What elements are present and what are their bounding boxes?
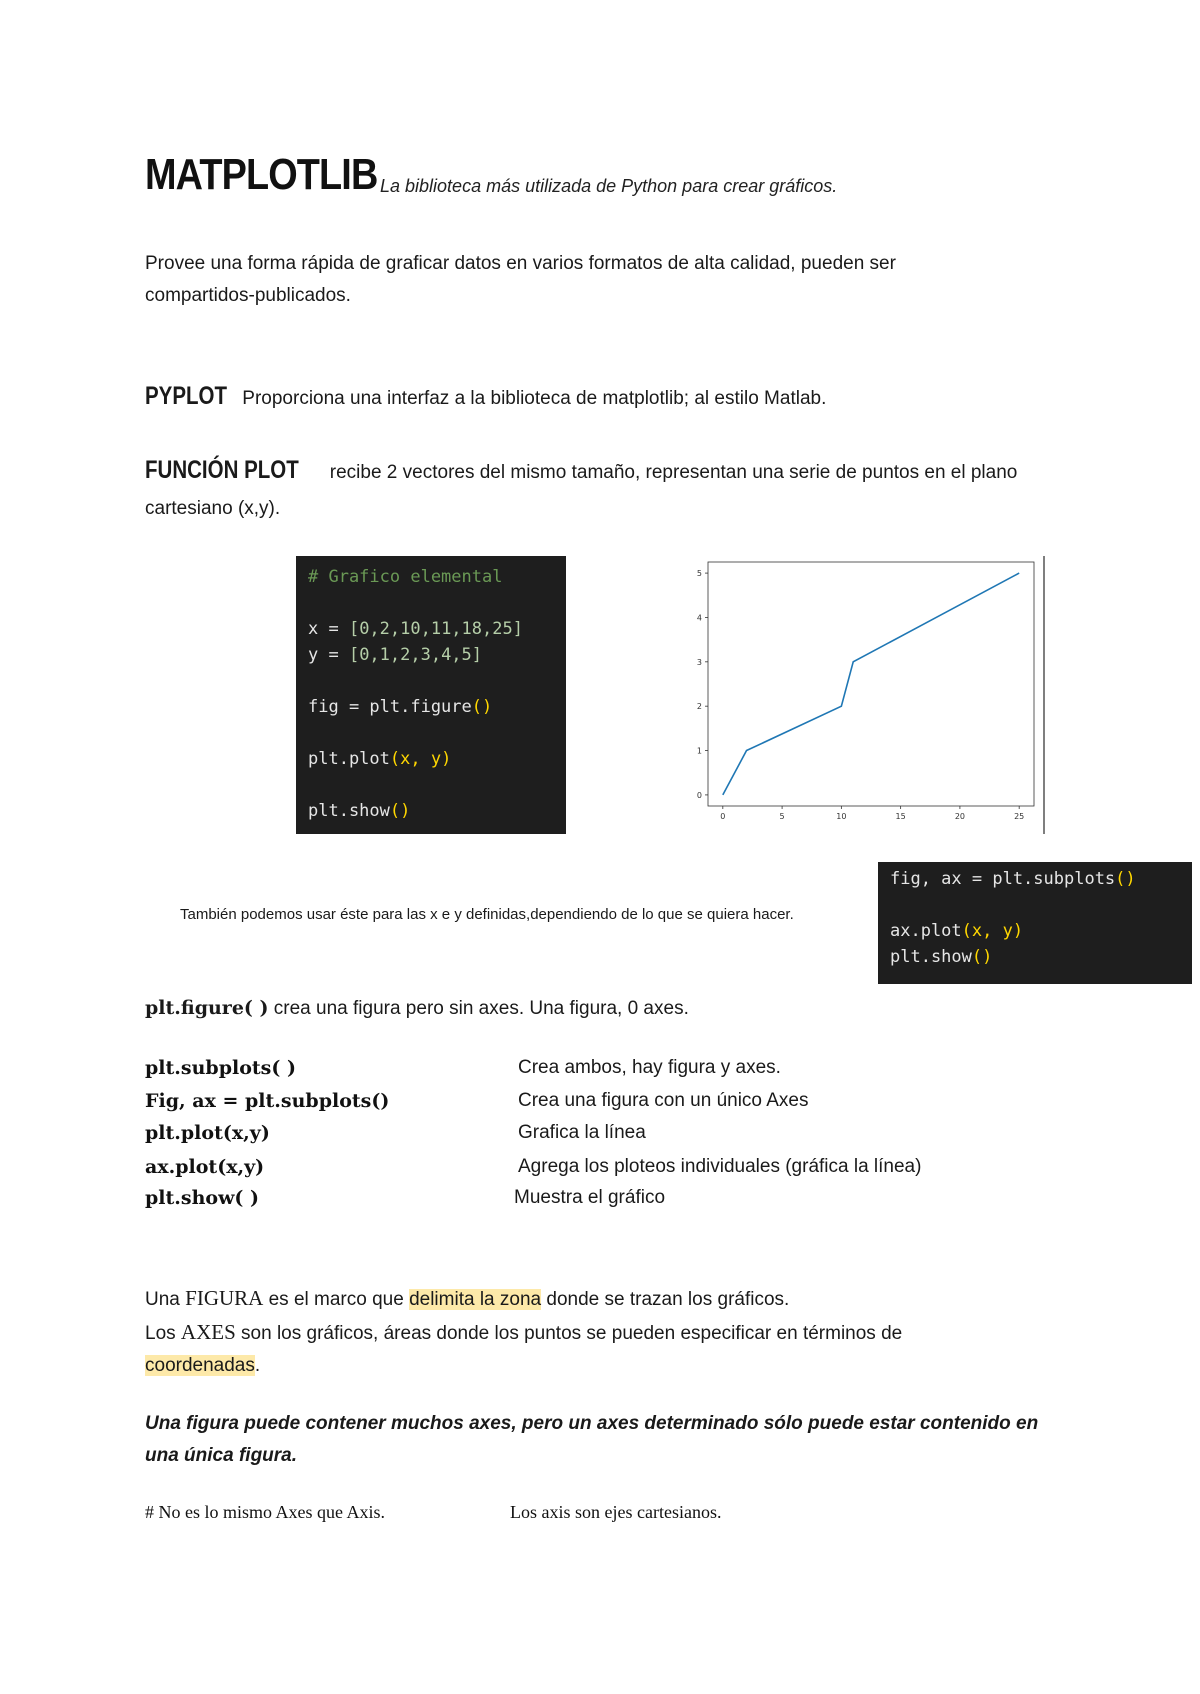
code-line-fig: fig = plt.figure(): [308, 697, 493, 717]
x-tick-label: 0: [720, 812, 726, 821]
funcion-plot-heading: FUNCIÓN PLOT: [145, 456, 299, 484]
code-line-show: plt.show(): [308, 801, 411, 821]
function-description: Muestra el gráfico: [514, 1187, 666, 1208]
funcion-plot-text-2: cartesiano (x,y).: [145, 498, 281, 519]
figure-definition: Una FIGURA es el marco que delimita la zona donde se trazan los gráficos.: [145, 1286, 790, 1310]
x-tick-label: 20: [954, 812, 966, 821]
figure-term: FIGURA: [185, 1286, 264, 1310]
y-tick-label: 3: [696, 657, 702, 667]
pyplot-heading: PYPLOT: [145, 382, 228, 410]
page-title: MATPLOTLIB: [145, 150, 378, 199]
y-tick-label: 5: [696, 569, 702, 579]
pyplot-text: Proporciona una interfaz a la biblioteca de matplotlib; al estilo Matlab.: [242, 388, 827, 409]
figure-axes-note: [145, 1408, 1038, 1472]
axes-term: AXES: [180, 1320, 236, 1344]
code-comment: # Grafico elemental: [308, 567, 503, 587]
code-block-elemental: [296, 556, 566, 834]
code-line-plot: plt.plot(x, y): [308, 749, 452, 769]
note-line-1: Una figura puede contener muchos axes, pero un axes determinado sólo puede estar contenido en: [145, 1413, 1039, 1434]
code2-line-2: ax.plot(x, y): [890, 921, 1024, 941]
axes-definition: Los AXES son los gráficos, áreas donde los puntos se pueden especificar en términos de: [145, 1320, 903, 1344]
y-tick-label: 0: [696, 790, 702, 800]
code-block-subplots: [878, 862, 1192, 984]
x-tick-label: 10: [836, 812, 847, 821]
figure-desc-text: crea una figura pero sin axes. Una figura, 0 axes.: [273, 998, 689, 1019]
axes-definition-cont: coordenadas.: [145, 1355, 261, 1376]
figure-desc-code: plt.figure( ): [145, 997, 269, 1019]
footer-right: Los axis son ejes cartesianos.: [510, 1502, 722, 1522]
series-line: [723, 573, 1019, 795]
highlight-coordenadas: coordenadas: [145, 1355, 255, 1376]
x-tick-label: 25: [1014, 812, 1025, 821]
intro-line-1: Provee una forma rápida de graficar datos en varios formatos de alta calidad, pueden ser: [145, 253, 896, 274]
pyplot-section: [145, 380, 826, 415]
code-line-y: y = [0,1,2,3,4,5]: [308, 645, 483, 665]
definitions: [145, 1282, 902, 1382]
function-name: Fig, ax = plt.subplots(): [145, 1090, 390, 1112]
code-line-x: x = [0,2,10,11,18,25]: [308, 619, 523, 639]
code2-line-1: fig, ax = plt.subplots(): [890, 869, 1136, 889]
y-tick-label: 1: [696, 746, 702, 756]
code2-line-3: plt.show(): [890, 947, 993, 967]
function-name: plt.subplots( ): [145, 1057, 296, 1079]
line-chart: [680, 556, 1050, 836]
plot-frame: [708, 562, 1034, 806]
highlight-delimita: delimita la zona: [409, 1289, 542, 1310]
function-description: Crea ambos, hay figura y axes.: [518, 1057, 781, 1078]
figure-desc: [145, 992, 689, 1025]
footer-left: # No es lo mismo Axes que Axis.: [145, 1502, 386, 1522]
funcion-plot-text-1: recibe 2 vectores del mismo tamaño, representan una serie de puntos en el plano: [329, 462, 1018, 483]
function-name: ax.plot(x,y): [145, 1156, 265, 1178]
note-line-2: una única figura.: [145, 1445, 298, 1466]
x-tick-label: 15: [895, 812, 906, 821]
function-name: plt.plot(x,y): [145, 1122, 270, 1144]
function-description: Crea una figura con un único Axes: [518, 1090, 809, 1111]
also-note: También podemos usar éste para las x e y definidas,dependiendo de lo que se quiera hacer.: [180, 906, 794, 923]
function-description: Grafica la línea: [518, 1122, 646, 1143]
y-tick-label: 4: [696, 613, 702, 623]
page-subtitle: La biblioteca más utilizada de Python para crear gráficos.: [380, 176, 838, 196]
y-tick-label: 2: [696, 702, 702, 712]
function-description: Agrega los ploteos individuales (gráfica la línea): [518, 1156, 922, 1177]
x-tick-label: 5: [779, 812, 785, 821]
function-name: plt.show( ): [145, 1187, 260, 1209]
intro-line-2: compartidos-publicados.: [145, 285, 351, 306]
intro-paragraph: [145, 248, 896, 312]
funcion-plot-section: [145, 454, 1017, 525]
